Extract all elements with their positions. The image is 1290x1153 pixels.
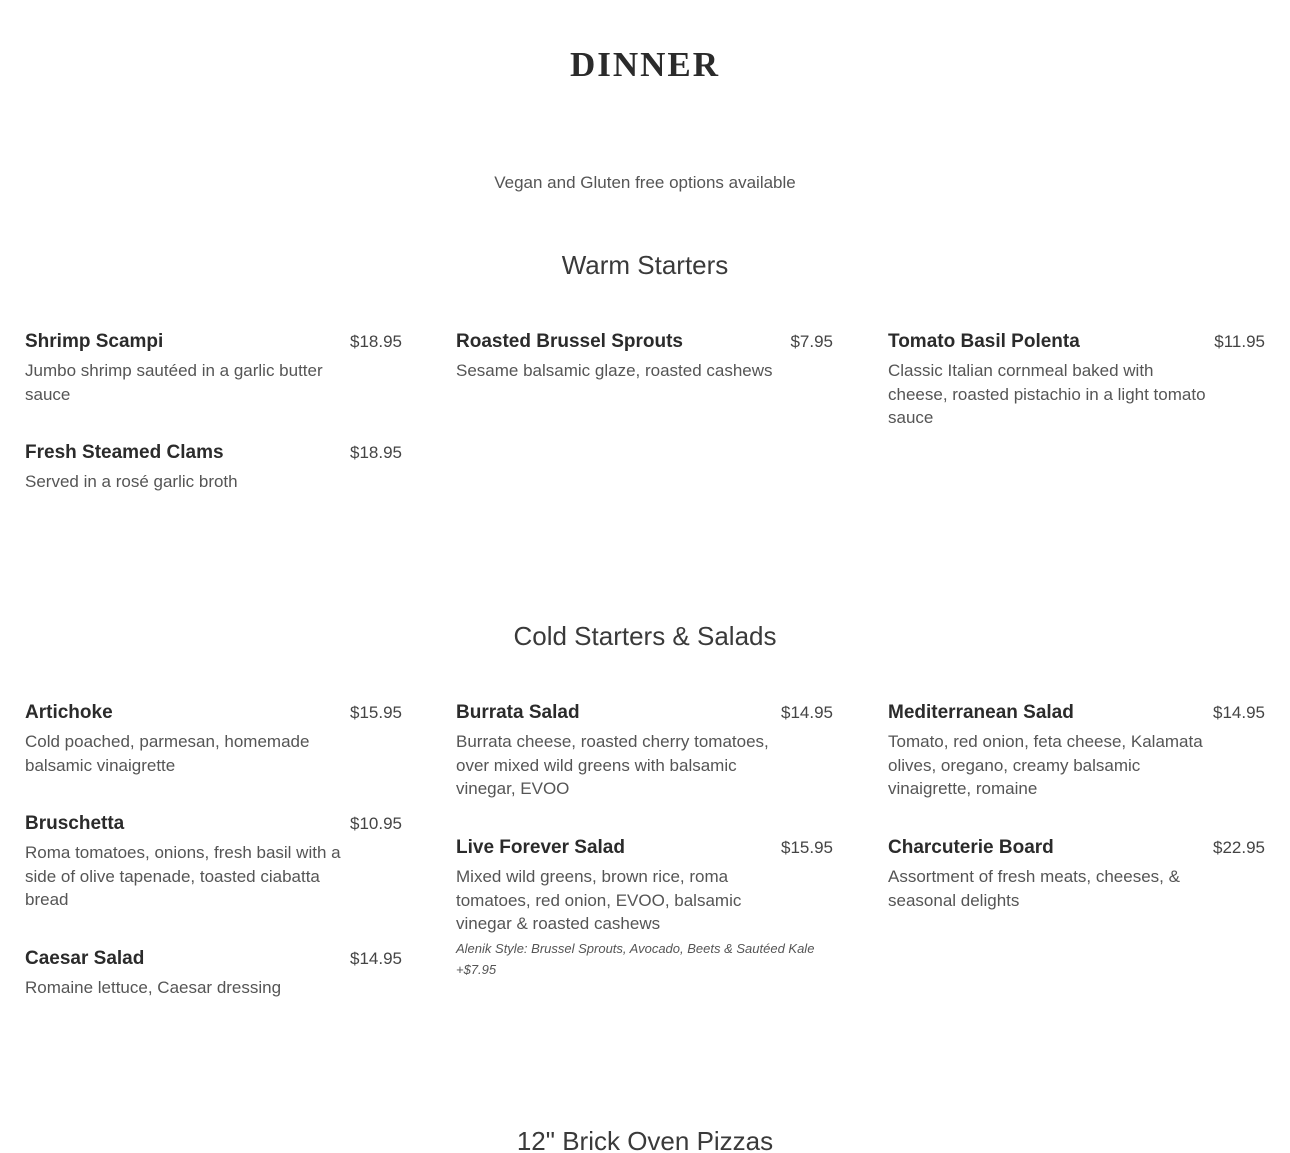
menu-item	[888, 701, 1265, 801]
menu-item	[25, 441, 402, 494]
menu-item-name: Bruschetta	[25, 813, 125, 834]
menu-item-description: Jumbo shrimp sautéed in a garlic butter sauce	[25, 361, 323, 404]
menu-item-price: $15.95	[781, 838, 833, 857]
menu-item	[25, 812, 402, 912]
menu-item-name: Burrata Salad	[456, 702, 580, 723]
menu-item-price: $11.95	[1214, 332, 1265, 351]
menu-item-name: Caesar Salad	[25, 948, 145, 969]
menu-item-description: Cold poached, parmesan, homemade balsamic vinaigrette	[25, 732, 310, 775]
section-heading-cold-starters-salads: Cold Starters & Salads	[513, 621, 777, 651]
page-title: DINNER	[569, 45, 721, 85]
section-heading-brick-oven-pizzas: 12" Brick Oven Pizzas	[516, 1126, 774, 1153]
section-heading-warm-starters: Warm Starters	[561, 250, 729, 280]
menu-item-name: Roasted Brussel Sprouts	[456, 331, 683, 352]
menu-item-description: Classic Italian cornmeal baked with cheese, roasted pistachio in a light tomato sauce	[888, 361, 1206, 427]
menu-item-description: Romaine lettuce, Caesar dressing	[25, 978, 282, 997]
menu-item	[888, 330, 1265, 430]
menu-item-price: $18.95	[350, 443, 402, 462]
menu-item-name: Tomato Basil Polenta	[888, 331, 1080, 352]
menu-item-addon-note: Alenik Style: Brussel Sprouts, Avocado, Beets & Sautéed Kale +$7.95	[456, 940, 815, 977]
menu-item-name: Mediterranean Salad	[888, 702, 1074, 723]
menu-item-description: Served in a rosé garlic broth	[25, 472, 238, 491]
menu-item-name: Live Forever Salad	[456, 837, 625, 858]
menu-item-description: Assortment of fresh meats, cheeses, & seasonal delights	[888, 867, 1180, 910]
menu-item-description: Mixed wild greens, brown rice, roma tomatoes, red onion, EVOO, balsamic vinegar & roasted cashews	[456, 867, 742, 933]
menu-item-price: $7.95	[790, 332, 833, 351]
menu-item	[888, 836, 1265, 912]
menu-item-name: Shrimp Scampi	[25, 331, 164, 352]
menu-item-price: $18.95	[350, 332, 402, 351]
menu-item-price: $10.95	[350, 814, 402, 833]
menu-item-name: Artichoke	[25, 702, 113, 723]
menu-item	[25, 330, 402, 406]
dietary-options-note: Vegan and Gluten free options available	[494, 173, 796, 192]
menu-item-description: Roma tomatoes, onions, fresh basil with a side of olive tapenade, toasted ciabatta bread	[25, 843, 341, 909]
menu-item-price: $15.95	[350, 703, 402, 722]
menu-item-price: $14.95	[350, 949, 402, 968]
menu-item	[456, 836, 833, 980]
menu-item-name: Charcuterie Board	[888, 837, 1054, 858]
menu-item-description: Burrata cheese, roasted cherry tomatoes, over mixed wild greens with balsamic vinegar, EVOO	[456, 732, 769, 798]
menu-item	[456, 330, 833, 383]
menu-item-price: $22.95	[1213, 838, 1265, 857]
menu-item-description: Tomato, red onion, feta cheese, Kalamata olives, oregano, creamy balsamic vinaigrette, romaine	[888, 732, 1203, 798]
menu-item-description: Sesame balsamic glaze, roasted cashews	[456, 361, 773, 380]
menu-item-price: $14.95	[781, 703, 833, 722]
menu-item	[456, 701, 833, 801]
menu-item	[25, 701, 402, 777]
menu-item-price: $14.95	[1213, 703, 1265, 722]
menu-item	[25, 947, 402, 1000]
menu-item-name: Fresh Steamed Clams	[25, 442, 224, 463]
